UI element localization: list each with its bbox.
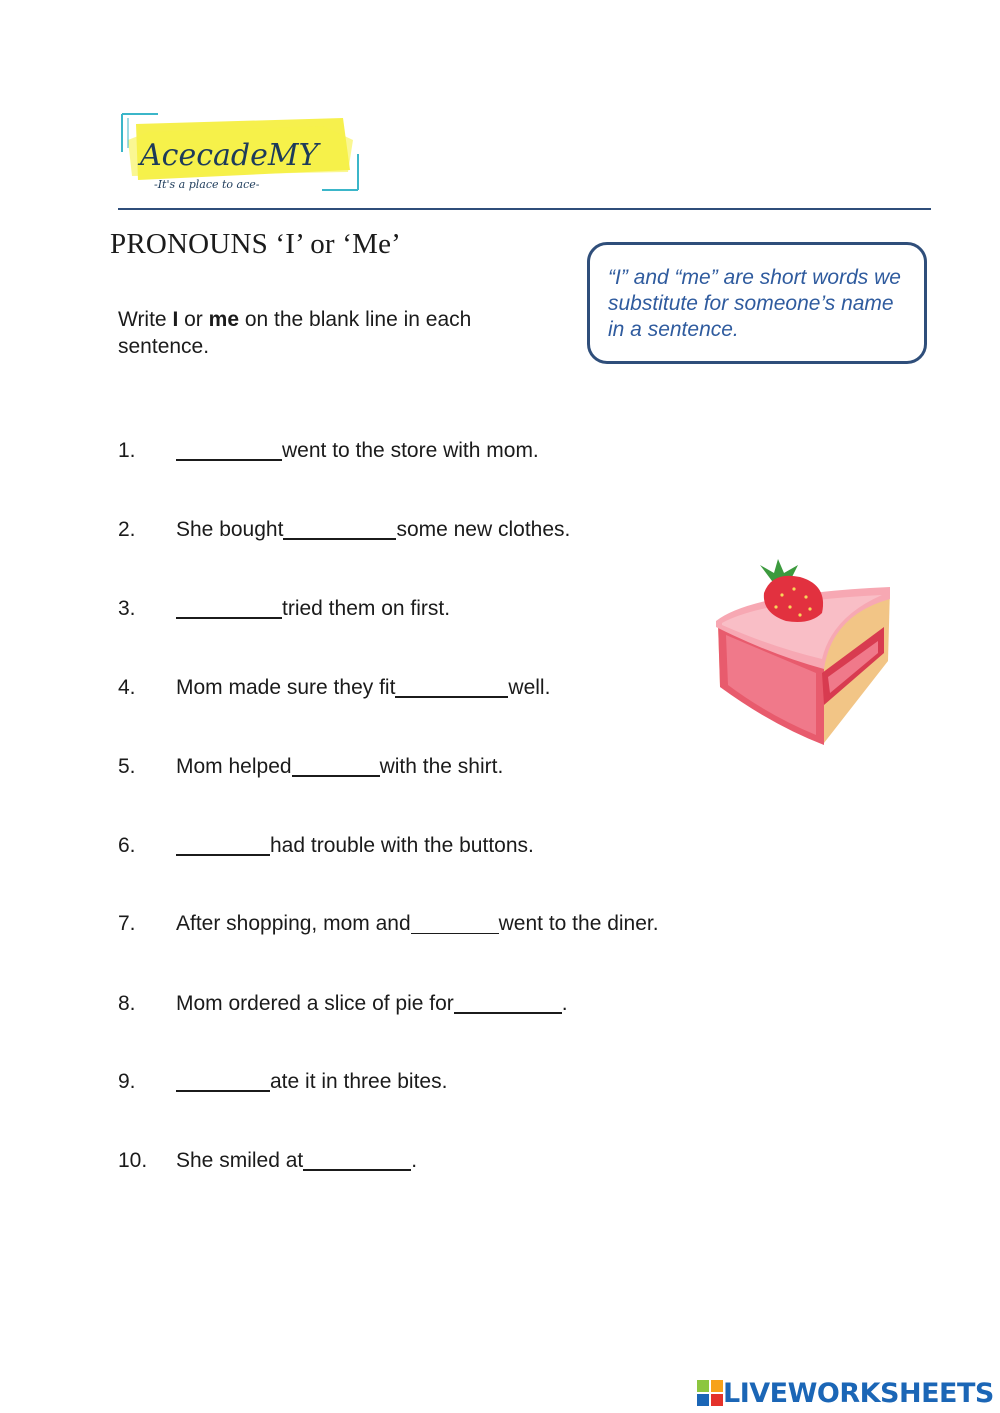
- question-text-after: .: [561, 992, 568, 1015]
- question-number: 5.: [118, 755, 136, 778]
- question-number: 1.: [118, 439, 136, 462]
- question-number: 8.: [118, 992, 136, 1015]
- question-text-after: some new clothes.: [396, 518, 571, 541]
- question-number: 2.: [118, 518, 136, 541]
- question-number: 7.: [118, 912, 136, 935]
- page-title: PRONOUNS ‘I’ or ‘Me’: [110, 228, 402, 260]
- liveworksheets-icon: [697, 1380, 723, 1406]
- instructions-text-2: or: [178, 308, 209, 331]
- question-number: 6.: [118, 834, 136, 857]
- question-text-before: She smiled at: [176, 1149, 304, 1172]
- question-text-before: Mom ordered a slice of pie for: [176, 992, 454, 1015]
- answer-blank[interactable]: [176, 439, 282, 461]
- question-text-before: She bought: [176, 518, 284, 541]
- question-number: 3.: [118, 597, 136, 620]
- instructions-text-1: Write: [118, 308, 173, 331]
- question-text-after: well.: [508, 676, 551, 699]
- instructions-word-i: I: [172, 308, 179, 331]
- cake-slice-illustration: [712, 555, 892, 753]
- question-text-before: Mom made sure they fit: [176, 676, 396, 699]
- question-number: 4.: [118, 676, 136, 699]
- question-text-after: had trouble with the buttons.: [270, 834, 534, 857]
- question-text-before: After shopping, mom and: [176, 912, 411, 935]
- header-divider: [118, 208, 931, 210]
- question-text-after: went to the store with mom.: [282, 439, 539, 462]
- instructions-word-me: me: [208, 308, 239, 331]
- note-text: “I” and “me” are short words we substitute for someone’s name in a sentence.: [608, 266, 901, 341]
- answer-blank[interactable]: [395, 676, 508, 698]
- acecademy-logo: [118, 110, 363, 195]
- instructions: [118, 306, 538, 360]
- question-text-after: tried them on first.: [282, 597, 451, 620]
- answer-blank[interactable]: [283, 518, 396, 540]
- question-text-before: Mom helped: [176, 755, 292, 778]
- question-text-after: went to the diner.: [498, 912, 659, 935]
- question-text-after: .: [411, 1149, 418, 1172]
- logo-tagline: -It's a place to ace-: [154, 178, 260, 191]
- note-box: [587, 242, 927, 364]
- question-text-after: with the shirt.: [379, 755, 504, 778]
- instructions-text-3: on the blank line in each sentence.: [118, 308, 472, 358]
- answer-blank[interactable]: [176, 834, 270, 856]
- answer-blank[interactable]: [411, 913, 499, 934]
- answer-blank[interactable]: [303, 1149, 411, 1171]
- question-text-after: ate it in three bites.: [270, 1070, 448, 1093]
- liveworksheets-logo: [697, 1376, 994, 1410]
- question-number: 9.: [118, 1070, 136, 1093]
- logo-text: AcecadeMY: [140, 138, 319, 173]
- answer-blank[interactable]: [292, 755, 380, 777]
- question-number: 10.: [118, 1149, 148, 1172]
- answer-blank[interactable]: [176, 597, 282, 619]
- answer-blank[interactable]: [454, 992, 562, 1014]
- liveworksheets-brand: LIVEWORKSHEETS: [723, 1377, 994, 1409]
- answer-blank[interactable]: [176, 1070, 270, 1092]
